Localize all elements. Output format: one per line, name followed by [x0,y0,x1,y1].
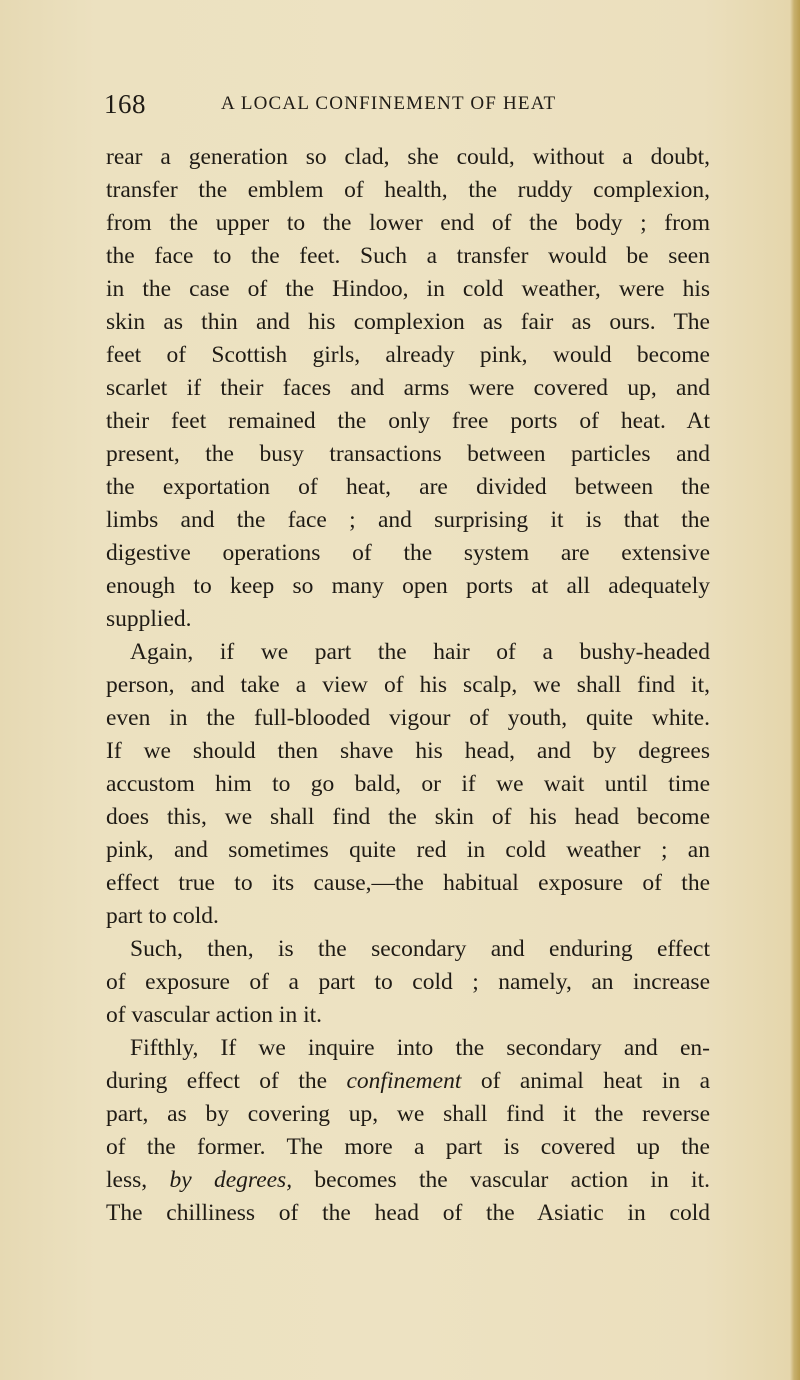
text-line: Fifthly, If we inquire into the secondary and en- [130,1035,710,1061]
text-line: in the case of the Hindoo, in cold weather, were his [106,276,710,302]
text-line: If we should then shave his head, and by degrees [106,738,710,764]
page-number: 168 [104,89,146,119]
text-line: supplied. [106,606,192,632]
body-text [106,141,710,1230]
text-line: Again, if we part the hair of a bushy-headed [130,639,710,665]
page-edge [790,0,800,1380]
text-line: enough to keep so many open ports at all adequately [106,573,710,599]
text-line: does this, we shall find the skin of his head become [106,804,710,830]
text-line: present, the busy transactions between particles and [106,441,710,467]
text-line: of the former. The more a part is covered up the [106,1134,710,1160]
text-line: skin as thin and his complexion as fair as ours. The [106,309,710,335]
text-line: rear a generation so clad, she could, without a doubt, [106,144,710,170]
text-line: part, as by covering up, we shall find it the reverse [106,1101,710,1127]
text-line: accustom him to go bald, or if we wait until time [106,771,710,797]
page-header [104,86,724,122]
text-line: part to cold. [106,903,219,929]
text-line: their feet remained the only free ports of heat. At [106,408,710,434]
text-line: scarlet if their faces and arms were covered up, and [106,375,710,401]
text-line: Such, then, is the secondary and enduring effect [130,936,710,962]
text-line: The chilliness of the head of the Asiatic in cold [106,1200,710,1226]
text-line: from the upper to the lower end of the body ; from [106,210,710,236]
text-fragment: becomes the vascular action in it. [314,1167,710,1193]
text-fragment: of animal heat in a [480,1068,710,1094]
text-line [106,1164,710,1197]
text-line: limbs and the face ; and surprising it is that the [106,507,710,533]
text-line: effect true to its cause,—the habitual exposure of the [106,870,710,896]
text-fragment: during effect of the [106,1068,328,1094]
italic-text: confinement [346,1068,462,1094]
text-line: person, and take a view of his scalp, we shall find it, [106,672,710,698]
text-line: transfer the emblem of health, the ruddy complexion, [106,177,710,203]
text-line: of exposure of a part to cold ; namely, an increase [106,969,710,995]
text-line: even in the full-blooded vigour of youth, quite white. [106,705,710,731]
text-line [106,1065,710,1098]
running-head: A LOCAL CONFINEMENT OF HEAT [221,93,557,114]
text-line: digestive operations of the system are extensive [106,540,710,566]
text-line: pink, and sometimes quite red in cold weather ; an [106,837,710,863]
text-line: of vascular action in it. [106,1002,322,1028]
text-line: the face to the feet. Such a transfer would be seen [106,243,710,269]
text-fragment: less, [106,1167,148,1193]
text-line: the exportation of heat, are divided between the [106,474,710,500]
italic-text: by degrees, [169,1167,293,1193]
text-line: feet of Scottish girls, already pink, would become [106,342,710,368]
